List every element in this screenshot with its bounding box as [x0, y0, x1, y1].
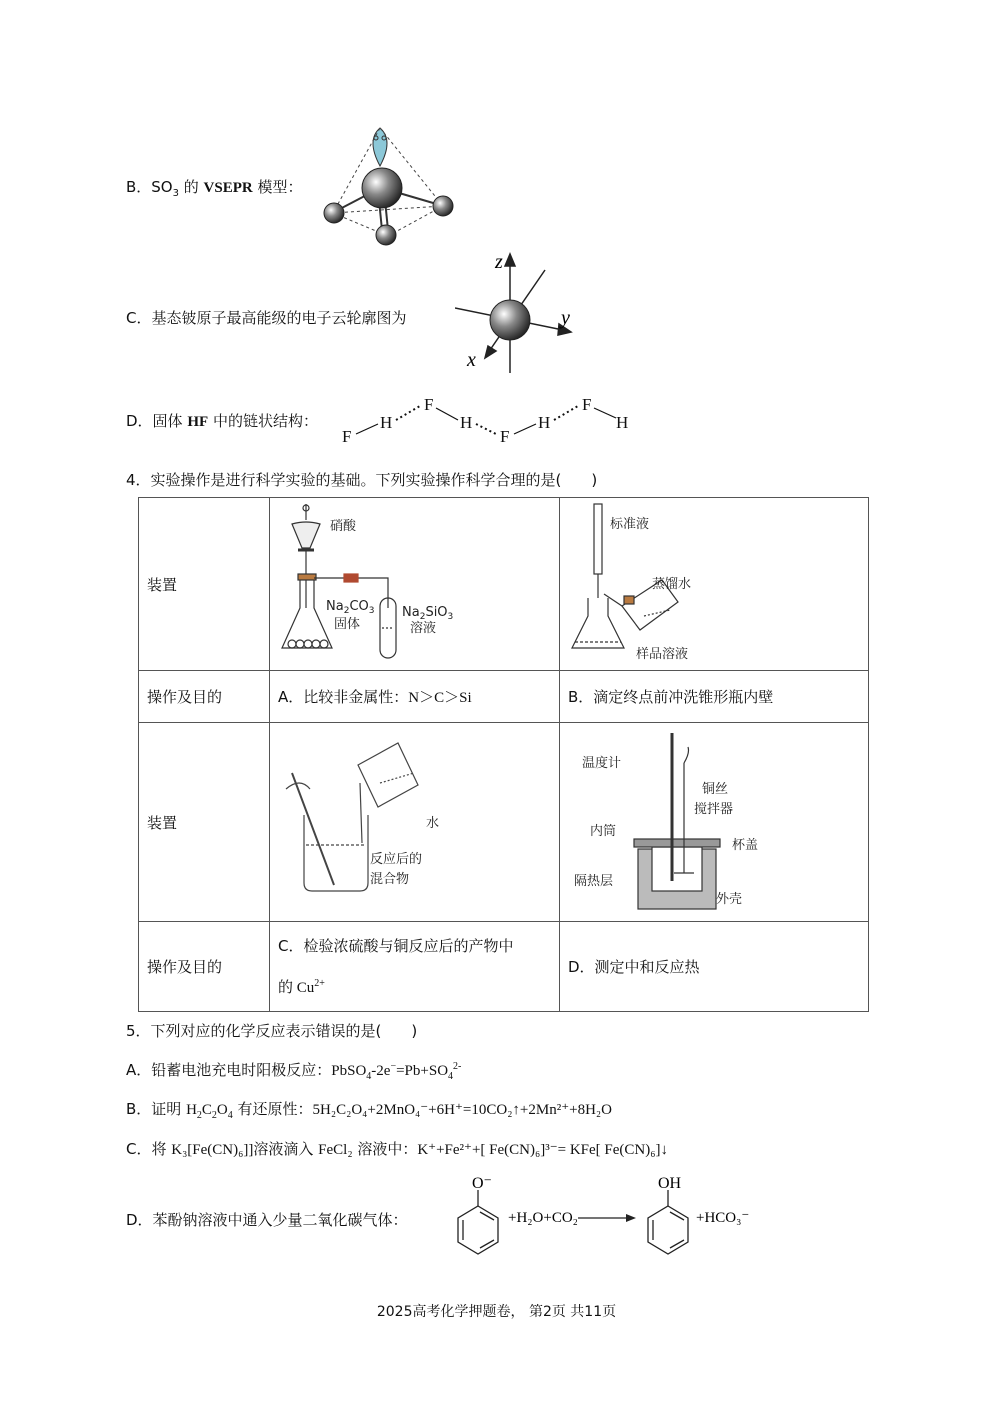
- option-5d: D．苯酚钠溶液中通入少量二氧化碳气体：: [126, 1211, 408, 1229]
- label-mixture-1: 反应后的: [370, 852, 423, 867]
- option-3d-suffix: 中的链状结构：: [208, 412, 318, 430]
- label-standard-solution: 标准液: [610, 517, 650, 532]
- option-3d: [126, 410, 318, 431]
- option-3b-sub: 3: [172, 188, 179, 199]
- option-5c-prefix: C．将: [126, 1140, 172, 1158]
- option-5c-mid2: 溶液中：: [352, 1140, 418, 1158]
- vsepr-model-figure: [318, 118, 463, 253]
- titration-apparatus: [560, 498, 868, 666]
- option-3b: [126, 176, 303, 199]
- hf-atom-6: H: [538, 413, 551, 432]
- option-4a-text: A．比较非金属性：: [278, 688, 409, 706]
- calorimeter-apparatus: [560, 723, 868, 917]
- question-5-stem: 5．下列对应的化学反应表示错误的是( ): [126, 1022, 418, 1040]
- option-4a: [270, 671, 560, 723]
- reactant-label: O⁻: [472, 1175, 492, 1192]
- option-5c-fecl2: FeCl₂: [318, 1142, 353, 1158]
- option-5c: [126, 1138, 668, 1159]
- option-3b-mid: 的: [179, 178, 204, 196]
- axis-y-label: y: [561, 307, 570, 329]
- hf-atom-2: H: [380, 413, 393, 432]
- option-5b-mid: 有还原性：: [232, 1100, 313, 1118]
- option-3b-suffix: 模型：: [252, 178, 303, 196]
- p-orbital-figure: [455, 248, 585, 378]
- figure-c-cell: [270, 723, 560, 922]
- product-label: OH: [658, 1175, 682, 1192]
- label-mixture-2: 混合物: [370, 872, 410, 887]
- page-footer: 2025高考化学押题卷， 第2页 共11页: [376, 1304, 617, 1320]
- row-label-op-2: 操作及目的: [139, 922, 270, 1012]
- option-5b-equation: 5H₂C₂O₄+2MnO₄⁻+6H⁺=10CO₂↑+2Mn²⁺+8H₂O: [312, 1102, 612, 1118]
- label-na2co3: $Na_2CO_3$: [326, 599, 375, 616]
- option-4c-line2: 的 $Cu^{2+}$: [278, 977, 325, 996]
- option-3b-prefix: B．SO: [126, 178, 173, 196]
- product-plus: +HCO₃⁻: [696, 1210, 750, 1226]
- label-sample-solution: 样品溶液: [636, 647, 689, 662]
- phenoxide-reaction-figure: [450, 1172, 770, 1260]
- option-5a-prefix: A．铅蓄电池充电时阳极反应：: [126, 1061, 332, 1079]
- label-na2sio3: $Na_2SiO_3$: [402, 605, 454, 622]
- hf-atom-4: H: [460, 413, 473, 432]
- axis-z-label: z: [495, 251, 503, 273]
- question-4-stem: 4．实验操作是进行科学实验的基础。下列实验操作科学合理的是( ): [126, 471, 598, 489]
- label-solid: 固体: [334, 617, 361, 632]
- option-5c-mid1: 溶液滴入: [253, 1140, 319, 1158]
- label-inner-cup: 内筒: [590, 824, 617, 839]
- label-distilled-water: 蒸馏水: [652, 577, 692, 592]
- option-5b-prefix: B．证明: [126, 1100, 187, 1118]
- hf-atom-5: F: [500, 427, 510, 446]
- option-5c-equation: K⁺+Fe²⁺+[ Fe(CN)₆]³⁻= KFe[ Fe(CN)₆]↓: [417, 1142, 668, 1158]
- figure-a-cell: [270, 498, 560, 671]
- hf-chain-figure: [338, 390, 638, 450]
- hf-atom-8: H: [616, 413, 629, 432]
- option-4c: [270, 922, 560, 1012]
- option-4b: B．滴定终点前冲洗锥形瓶内壁: [560, 671, 869, 723]
- nitric-acid-apparatus: [270, 498, 559, 666]
- label-stirrer: 搅拌器: [694, 802, 734, 817]
- row-label-device-1: 装置: [139, 498, 270, 671]
- label-copper-wire: 铜丝: [702, 782, 729, 797]
- option-4a-formula: N＞C＞Si: [408, 690, 472, 706]
- hf-atom-1: F: [342, 427, 352, 446]
- label-solution: 溶液: [410, 621, 437, 636]
- reactant-plus: +H₂O+CO₂: [508, 1210, 578, 1226]
- option-5a: [126, 1059, 461, 1082]
- label-shell: 外壳: [716, 892, 743, 907]
- option-4c-line1: C．检验浓硫酸与铜反应后的产物中: [278, 936, 514, 955]
- dilution-apparatus: [270, 723, 559, 917]
- axis-x-label: x: [467, 349, 476, 371]
- label-insulation: 隔热层: [574, 874, 614, 889]
- option-3c: C．基态铍原子最高能级的电子云轮廓图为: [126, 309, 407, 327]
- option-5b-formula: $H_2C_2O_4$: [186, 1102, 233, 1121]
- figure-b-cell: [560, 498, 869, 671]
- label-thermometer: 温度计: [582, 756, 622, 771]
- experiment-table: [138, 497, 869, 1012]
- option-3b-bold: VSEPR: [203, 180, 253, 196]
- label-nitric-acid: 硝酸: [330, 519, 357, 534]
- row-label-op-1: 操作及目的: [139, 671, 270, 723]
- option-4d: D．测定中和反应热: [560, 922, 869, 1012]
- hf-atom-3: F: [424, 395, 434, 414]
- option-5c-reagent: K₃[Fe(CN)₆]]: [171, 1142, 254, 1158]
- row-label-device-2: 装置: [139, 723, 270, 922]
- figure-d-cell: [560, 723, 869, 922]
- option-3d-bold: HF: [187, 414, 209, 430]
- option-3d-prefix: D．固体: [126, 412, 188, 430]
- hf-atom-7: F: [582, 395, 592, 414]
- label-lid: 杯盖: [732, 838, 759, 853]
- option-5a-equation: $PbSO_4-2e^-=Pb+SO_4^{2-}$: [331, 1061, 462, 1082]
- label-water: 水: [426, 816, 440, 831]
- option-5b: [126, 1098, 612, 1121]
